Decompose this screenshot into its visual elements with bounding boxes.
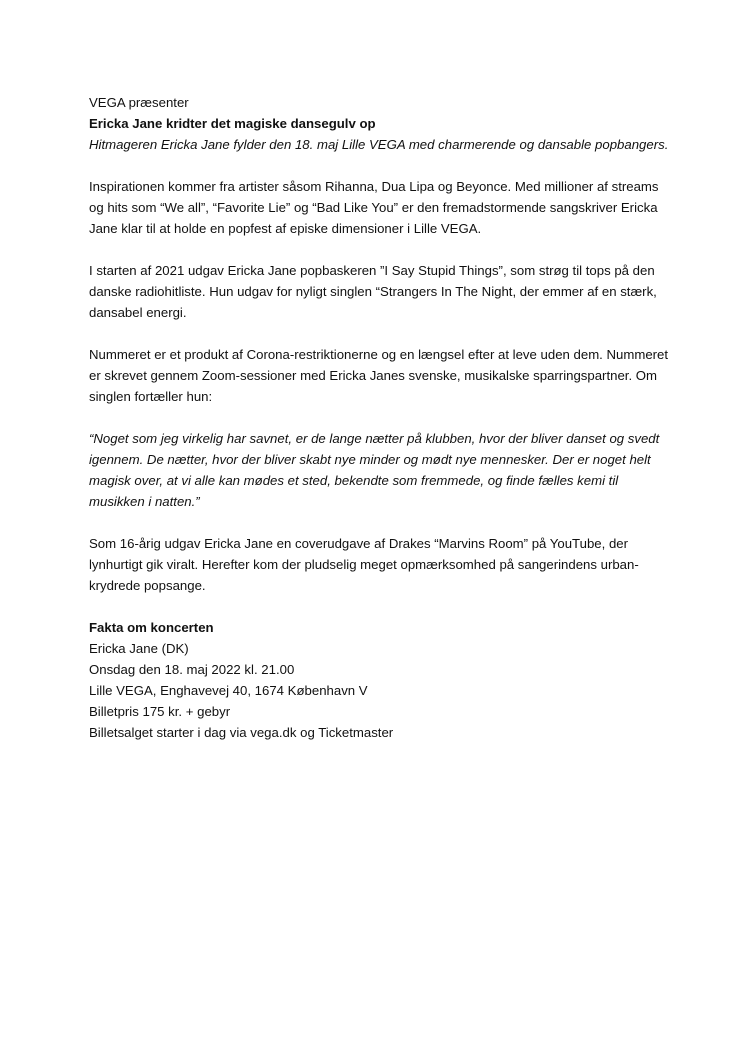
fact-date-time: Onsdag den 18. maj 2022 kl. 21.00 [89, 662, 295, 677]
artist-quote: “Noget som jeg virkelig har savnet, er de lange nætter på klubben, hvor der bliver danset og svedt igennem. De nætter, hvor der bliver skabt nye minder og mødt nye mennesker. Der er noget helt magisk over, at vi alle kan mødes et sted, bekendte som fremmede, og finde fælles kemi til musikken i natten.” [89, 431, 660, 509]
press-release-document [89, 92, 669, 743]
fact-ticket-sale: Billetsalget starter i dag via vega.dk og Ticketmaster [89, 725, 394, 740]
concert-facts [89, 617, 669, 743]
headline: Ericka Jane kridter det magiske dansegulv op [89, 116, 376, 131]
fact-artist: Ericka Jane (DK) [89, 641, 189, 656]
body-paragraph-background: Som 16-årig udgav Ericka Jane en coverudgave af Drakes “Marvins Room” på YouTube, der lynhurtigt gik viralt. Herefter kom der pludselig meget opmærksomhed på sangerindens urban-krydrede popsange. [89, 536, 639, 593]
lead-paragraph: Hitmageren Ericka Jane fylder den 18. maj Lille VEGA med charmerende og dansable popbangers. [89, 137, 669, 152]
kicker: VEGA præsenter [89, 95, 189, 110]
fact-venue-address: Lille VEGA, Enghavevej 40, 1674 København V [89, 683, 368, 698]
fact-ticket-price: Billetpris 175 kr. + gebyr [89, 704, 231, 719]
body-paragraph-inspiration: Inspirationen kommer fra artister såsom Rihanna, Dua Lipa og Beyonce. Med millioner af streams og hits som “We all”, “Favorite Lie” og “Bad Like You” er den fremadstormende sangskriver Ericka Jane klar til at holde en popfest af episke dimensioner i Lille VEGA. [89, 179, 659, 236]
facts-heading: Fakta om koncerten [89, 620, 214, 635]
body-paragraph-singles: I starten af 2021 udgav Ericka Jane popbaskeren ”I Say Stupid Things”, som strøg til tops på den danske radiohitliste. Hun udgav for nyligt singlen “Strangers In The Night, der emmer af en stærk, dansabel energi. [89, 263, 657, 320]
body-paragraph-corona: Nummeret er et produkt af Corona-restriktionerne og en længsel efter at leve uden dem. Nummeret er skrevet gennem Zoom-sessioner med Ericka Janes svenske, musikalske sparringspartner. Om singlen fortæller hun: [89, 347, 669, 404]
